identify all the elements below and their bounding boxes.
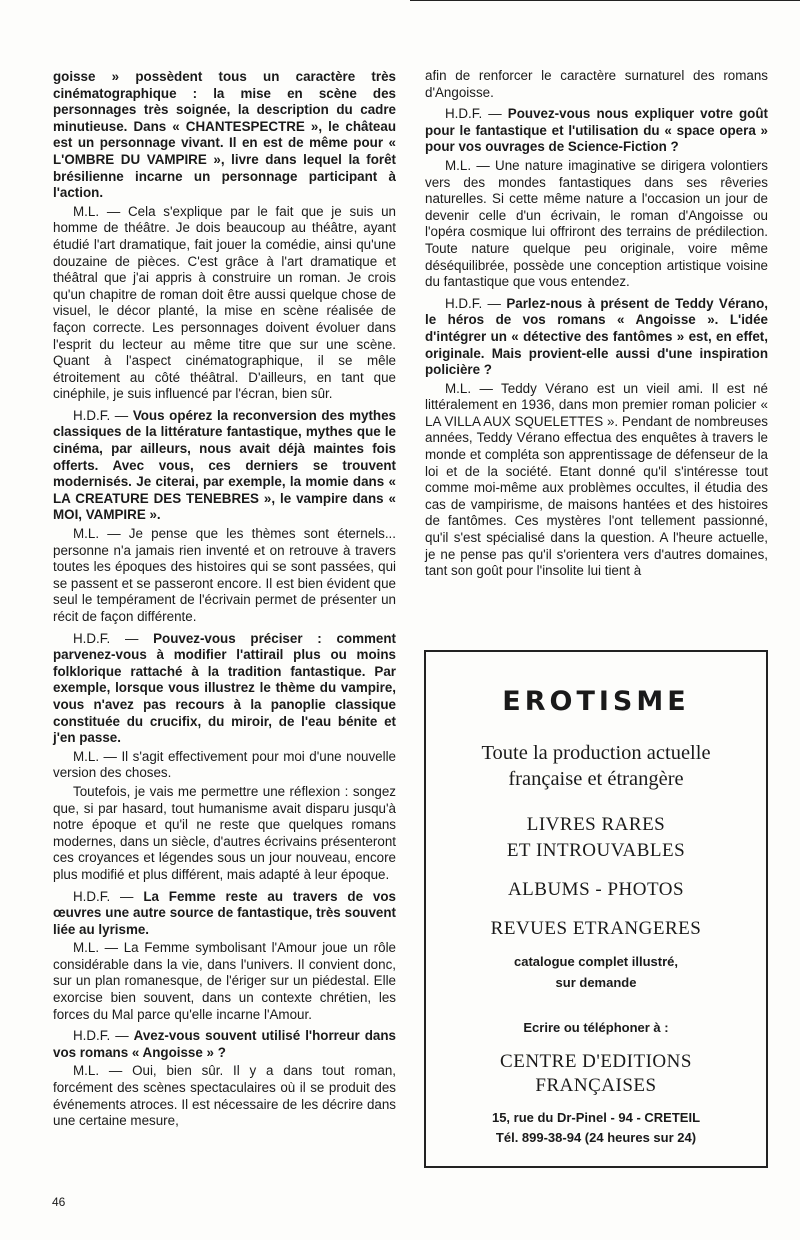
paragraph-text: afin de renforcer le caractère surnaturel des romans d'Angoisse.	[425, 68, 768, 100]
paragraph-text: Pouvez-vous préciser : comment parvenez-vous à modifier l'attirail plus ou moins folklorique rattaché à la tradition fantastique. Par exemple, lorsque vous illustrez le thème du vampire, vous n'avez pas recours à la panoplie classique constituée du crucifix, du miroir, de l'eau bénite et j'en passe.	[53, 630, 396, 746]
interview-question	[53, 408, 396, 524]
ad-company-name	[426, 1050, 766, 1098]
erotisme-advertisement	[424, 650, 768, 1168]
interview-question	[53, 889, 396, 939]
ad-catalogue-line: catalogue complet illustré,	[514, 954, 678, 969]
speaker-label: H.D.F. —	[445, 295, 507, 311]
ad-offer-line: LIVRES RARES	[526, 814, 666, 835]
interview-answer	[53, 526, 396, 626]
paragraph-text: M.L. — Une nature imaginative se dirigera volontiers vers des mondes fantastiques dans ses rêveries naturelles. Si cette même nature a l'occasion un jour de devenir celle d'un écrivain, le roman d'Angoisse ou l'opéra cosmique lui offriront des terrains de prédilection. Toute nature quelque peu originale, voire même déséquilibrée, possède une conception artistique voisine du fantastique que vous entendez.	[425, 157, 768, 290]
ad-title: EROTISME	[502, 686, 690, 717]
paragraph-text: Avez-vous souvent utilisé l'horreur dans vos romans « Angoisse » ?	[53, 1028, 397, 1060]
speaker-label: H.D.F. —	[73, 888, 144, 904]
speaker-label: H.D.F. —	[445, 106, 508, 122]
paragraph-text: M.L. — Cela s'explique par le fait que je suis un homme de théâtre. Je dois beaucoup au théâtre, ayant étudié l'art dramatique, fait jouer la comédie, ainsi qu'une douzaine de pièces. C'est grâce à l'art dramatique et théâtral que j'ai appris à construire un roman. Je crois qu'un chapitre de roman doit être aussi quelque chose de visuel, le décor planté, la mise en scène réalisée de façon correcte. Les personnages doivent évoluer dans l'esprit du lecteur au même titre que sur une scène. Quant à l'aspect cinématographique, il se mêle étroitement au côté théâtral. D'ailleurs, en tant que cinéphile, je suis influencé par l'écran, bien sûr.	[53, 203, 396, 402]
speaker-label: H.D.F. —	[73, 1028, 134, 1044]
ad-subtitle	[426, 740, 766, 792]
top-rule	[410, 0, 800, 1]
article-column-right	[425, 66, 768, 580]
interview-answer	[53, 749, 396, 782]
interview-question	[53, 69, 396, 202]
paragraph-text: M.L. — Il s'agit effectivement pour moi d'une nouvelle version des choses.	[53, 748, 396, 781]
ad-catalogue-note	[426, 951, 766, 993]
speaker-label: H.D.F. —	[73, 407, 133, 423]
ad-offer-list	[426, 812, 766, 942]
interview-question	[53, 631, 396, 747]
interview-question	[425, 106, 768, 156]
paragraph-text: M.L. — La Femme symbolisant l'Amour joue un rôle considérable dans la vie, dans l'univers. Il convient donc, sur un plan romanesque, de l'ériger sur un piédestal. Elle exorcise bien souvent, dans un contexte chrétien, les forces du Mal parce qu'elle incarne l'Amour.	[53, 940, 396, 1022]
ad-subtitle-line: Toute la production actuelle	[481, 742, 711, 764]
paragraph-text: La Femme reste au travers de vos œuvres une autre source de fantastique, très souvent liée au lyrisme.	[53, 888, 396, 937]
page-number: 46	[52, 1195, 66, 1209]
interview-answer	[53, 784, 396, 884]
ad-subtitle-line: française et étrangère	[508, 768, 684, 790]
paragraph-text: Parlez-nous à présent de Teddy Vérano, le héros de vos romans « Angoisse ». L'idée d'intégrer un « détective des fantômes » est, en effet, originale. Mais provient-elle aussi d'une inspiration policière ?	[425, 295, 769, 378]
ad-offer-line: ALBUMS - PHOTOS	[507, 879, 685, 900]
paragraph-text: Pouvez-vous nous expliquer votre goût pour le fantastique et l'utilisation du « space opera » pour vos ouvrages de Science-Fiction ?	[425, 106, 768, 155]
ad-contact-label: Ecrire ou téléphoner à :	[523, 1020, 669, 1035]
interview-question	[53, 1028, 396, 1061]
ad-offer-line: ET INTROUVABLES	[506, 840, 686, 861]
interview-answer	[425, 158, 768, 291]
interview-answer	[53, 204, 396, 403]
ad-phone: Tél. 899-38-94 (24 heures sur 24)	[495, 1130, 697, 1145]
interview-answer	[425, 381, 768, 580]
interview-answer	[425, 68, 768, 101]
paragraph-text: M.L. — Je pense que les thèmes sont éternels... personne n'a jamais rien inventé et on retrouve à travers toutes les époques des histoires qui se sont passées, qui se passent et se passeront encore. Il est bien évident que seul le tempérament de l'écrivain permet de présenter un récit de façon différente.	[53, 526, 396, 624]
ad-address	[426, 1108, 766, 1148]
speaker-label: H.D.F. —	[73, 630, 154, 646]
paragraph-text: M.L. — Oui, bien sûr. Il y a dans tout roman, forcément des scènes spectaculaires où il se produit des événements atroces. Il est nécessaire de les décrire dans une certaine mesure,	[53, 1063, 396, 1129]
paragraph-text: goisse » possèdent tous un caractère très cinématographique : la mise en scène des personnages très soignée, la description du cadre minutieuse. Dans « CHANTESPECTRE », le château est un personnage vivant. Il en est de même pour « L'OMBRE DU VAMPIRE », livre dans lequel la forêt brésilienne incarne un personnage participant à l'action.	[53, 69, 396, 201]
ad-company-line: FRANÇAISES	[535, 1075, 657, 1096]
paragraph-text: Toutefois, je vais me permettre une réflexion : songez que, si par hasard, tout humanisme avait disparu jusqu'à notre époque et qu'il ne reste que quelques romans modernes, dans un siècle, d'autres écrivains présenteront ces croyances et légendes sous un jour nouveau, encore plus modifié et plus différent, mais adapté à leur époque.	[53, 783, 396, 882]
ad-company-line: CENTRE D'EDITIONS	[500, 1051, 692, 1072]
interview-answer	[53, 1063, 396, 1129]
paragraph-text: Vous opérez la reconversion des mythes classiques de la littérature fantastique, mythes que le cinéma, par ailleurs, nous avait déjà maintes fois offerts. Avec vous, ces derniers se trouvent modernisés. Je citerai, par exemple, la momie dans « LA CREATURE DES TENEBRES », le vampire dans « MOI, VAMPIRE ».	[53, 407, 396, 523]
paragraph-text: M.L. — Teddy Vérano est un vieil ami. Il est né littéralement en 1936, dans mon premier roman policier « LA VILLA AUX SQUELETTES ». Pendant de nombreuses années, Teddy Vérano effectua des enquêtes à travers le monde et compléta son apprentissage de défenseur de la loi et de la société. Etant donné qu'il s'intéresse tout comme moi-même aux problèmes occultes, il étudia des cas de vampirisme, de maisons hantées et des histoires de fantômes. Ces mystères l'ont tellement passionné, qu'il s'est spécialisé dans la question. A l'heure actuelle, je ne pense pas qu'il s'orientera vers d'autres domaines, tant son goût pour l'insolite lui tient à	[425, 380, 768, 579]
interview-answer	[53, 940, 396, 1023]
article-column-left	[53, 64, 396, 1130]
ad-catalogue-line: sur demande	[555, 975, 637, 990]
ad-offer-line: REVUES ETRANGERES	[490, 918, 702, 939]
ad-street-address: 15, rue du Dr-Pinel - 94 - CRETEIL	[491, 1110, 701, 1125]
interview-question	[425, 296, 768, 379]
